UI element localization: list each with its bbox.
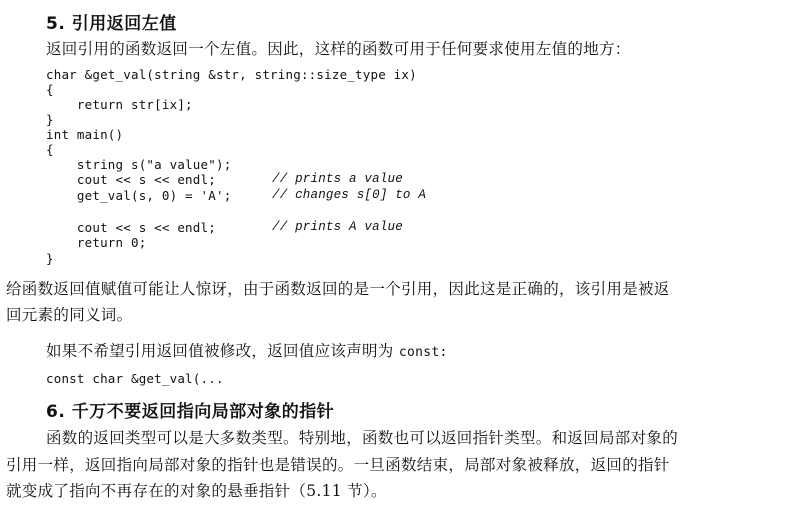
code-line: return 0; [46,235,147,250]
code-line: int main() [46,127,124,142]
code-comment: // changes s[0] to A [272,188,427,202]
code-line: } [46,251,54,266]
code-line: { [46,142,54,157]
section-6-line-3: 就变成了指向不再存在的对象的悬垂指针（5.11 节）。 [6,482,387,500]
section-5-heading: 5. 引用返回左值 [46,14,177,34]
const-keyword: const: [398,345,448,360]
code-line: cout << s << endl; [46,172,216,187]
code-line: char &get_val(string &str, string::size_type ix) [46,67,417,82]
section-6-line-2: 引用一样，返回指向局部对象的指针也是错误的。一旦函数结束，局部对象被释放，返回的指针 [6,456,670,474]
code-comment: // prints a value [272,172,403,186]
code-line: } [46,112,54,127]
code-comment: // prints A value [272,220,403,234]
code-line: cout << s << endl; [46,220,216,235]
explanation-line-2: 回元素的同义词。 [6,306,133,324]
const-text: 如果不希望引用返回值被修改，返回值应该声明为 [46,342,399,360]
section-6-line-1: 函数的返回类型可以是大多数类型。特别地，函数也可以返回指针类型。和返回局部对象的 [46,429,679,447]
code-line: string s("a value"); [46,157,232,172]
section-5-intro: 返回引用的函数返回一个左值。因此，这样的函数可用于任何要求使用左值的地方： [46,40,631,58]
explanation-line-1: 给函数返回值赋值可能让人惊讶，由于函数返回的是一个引用，因此这是正确的，该引用是被返 [6,280,670,298]
const-paragraph [46,339,448,361]
const-code-line: const char &get_val(... [46,371,224,386]
code-line: get_val(s, 0) = 'A'; [46,188,232,203]
code-line: { [46,82,54,97]
code-line: return str[ix]; [46,97,193,112]
section-6-heading: 6. 千万不要返回指向局部对象的指针 [46,402,335,422]
